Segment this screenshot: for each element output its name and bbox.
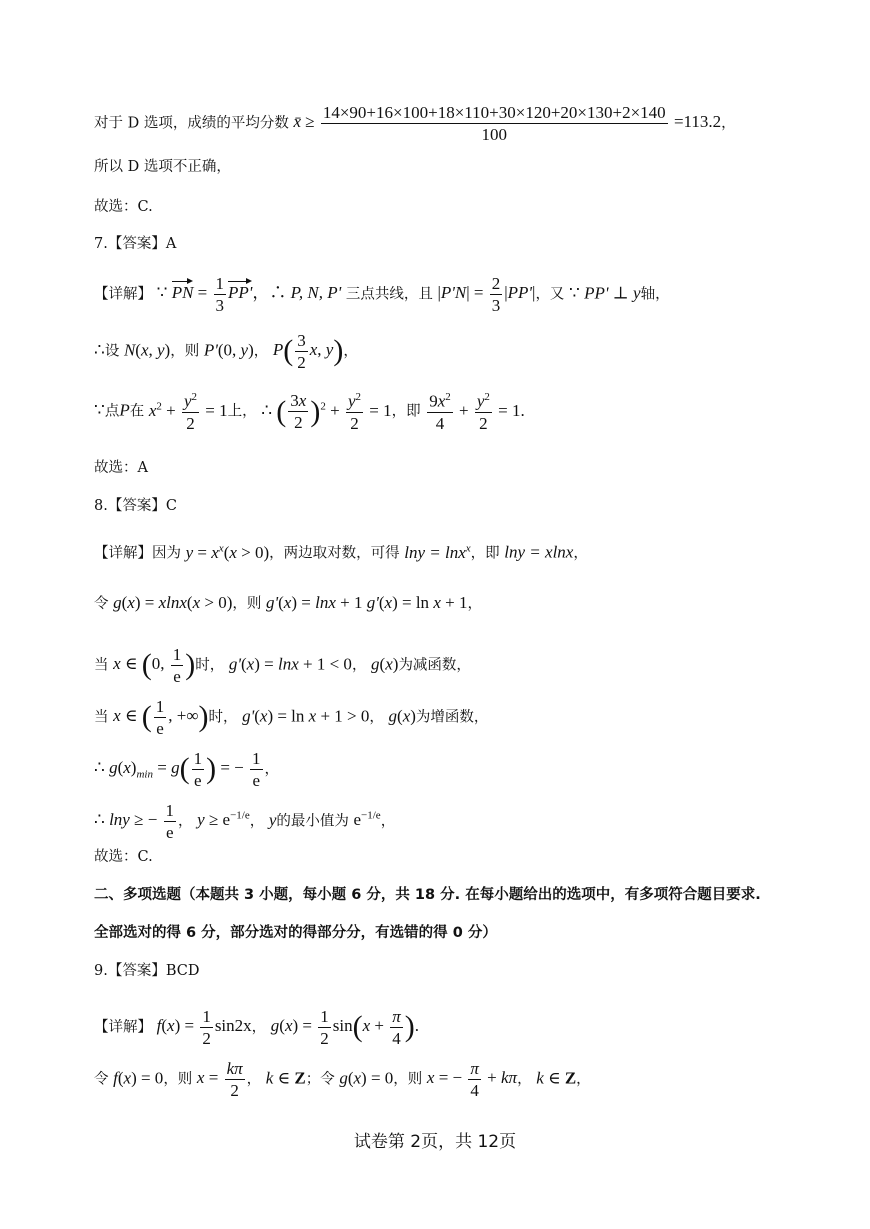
- d-option-tail: ，: [721, 115, 736, 132]
- q9-k-int-1: k ∈ Z: [265, 1068, 306, 1088]
- q7-final-eq: $\frac{9x^2}{4}$ + $\frac{y^2}{2}$ = 1.: [429, 391, 525, 433]
- q8-deriv-pos: g'(x) = ln x + 1 > 0: [242, 706, 370, 726]
- q8-lny-bound: ∴ lny ≥ − $\frac{1}{e}$: [94, 801, 175, 842]
- q8-g-1: g(x): [371, 654, 399, 674]
- q7-circle-eq: $x^2$ + $\frac{y^2}{2}$ = 1: [148, 391, 228, 433]
- q9-k-int-2: k ∈ Z: [536, 1068, 577, 1088]
- q8-choice: 故选：C.: [94, 849, 153, 865]
- q8-let: 令: [94, 596, 109, 612]
- q8-y: y: [268, 810, 277, 830]
- q8-decreasing-line: 当 x ∈ (0, $\frac{1}{e}$ )时， g'(x) = lnx + 1 < 0， g(x)为减函数，: [94, 645, 471, 686]
- q8-g-2: g(x): [388, 706, 416, 726]
- q8-let-line: 令 g(x) = xlnx(x > 0)，则 g'(x) = lnx + 1 g'(x) = ln x + 1，: [94, 593, 482, 612]
- q9-f-zero: f(x) = 0: [113, 1068, 164, 1088]
- q7-then: ，则: [170, 343, 200, 360]
- q9-let2: ；令: [305, 1071, 335, 1088]
- q9-x-sol: x = $\frac{k\pi}{2}$: [196, 1059, 243, 1100]
- q8-detail-label: 【详解】: [94, 545, 152, 562]
- q9-detail-line: 【详解】 f(x) = $\frac{1}{2}$ sin2x， g(x) = $\frac{1}{2}$ sin(x + $\frac{\pi}{4}$ ).: [94, 1007, 419, 1048]
- q8-log-eq: lny = lnx$^x$: [404, 542, 471, 562]
- q8-min-value: 的最小值为: [276, 813, 349, 830]
- choice-6: 故选：C.: [94, 199, 153, 215]
- mean-formula: x̄ ≥ $\frac{14\times 90+16\times 100+18\times 110+30\times 120+20\times 130+2\times 140}{100}$ =113.2: [293, 103, 722, 144]
- section2-line1: 二、多项选题（本题共 3 小题，每小题 6 分，共 18 分. 在每小题给出的选项中，有多项符合题目要求.: [94, 887, 761, 903]
- q8-decreasing: 为减函数，: [398, 657, 471, 674]
- q8-because: 因为: [152, 545, 181, 562]
- q8-log-both: ，两边取对数，可得: [269, 545, 400, 562]
- page-footer: 试卷第 2页，共 12页: [353, 1132, 517, 1152]
- q7-length-eq: |P'N| = $\frac{2}{3}$ |PP'|: [437, 274, 536, 315]
- q7-set: 设: [104, 343, 120, 360]
- section2-line2: 全部选对的得 6 分，部分选对的得部分分，有选错的得 0 分）: [94, 925, 497, 941]
- q7-on: 在: [129, 403, 145, 420]
- q7-detail-label: 【详解】: [94, 286, 152, 303]
- q9-header: 9.【答案】BCD: [94, 963, 200, 979]
- q8-y-bound: $y \ge e^{-1/e}$: [197, 809, 250, 830]
- q8-header: 8.【答案】C: [94, 498, 177, 514]
- q7-on-tail: 上，: [227, 403, 257, 420]
- q8-min-expr: $e^{-1/e}$: [353, 809, 381, 830]
- d-incorrect-text: 所以 D 选项不正确，: [94, 159, 231, 175]
- q7-sub-eq: ∴ ( $\frac{3x}{2}$ )$^2$ + $\frac{y^2}{2}$ = 1: [261, 391, 392, 433]
- mean-result: =113.2: [673, 112, 722, 132]
- q9-g-def: g(x) = $\frac{1}{2}$ sin(x + $\frac{\pi}{4}$ ).: [270, 1007, 419, 1048]
- q8-detail-line: 【详解】因为 $y = x^x(x > 0)$，两边取对数，可得 lny = lnx$^x$，即 lny = xlnx，: [94, 542, 588, 562]
- q7-ie: ，即: [391, 403, 421, 420]
- mean-denominator: 100: [321, 123, 668, 143]
- q7-ellipse-line: ∵点P在 $x^2$ + $\frac{y^2}{2}$ = 1上， ∴ ( $\frac{3x}{2}$ )$^2$ + $\frac{y^2}{2}$ = 1，即 $\frac{9x^2}{4}$ + $\frac{y^2}{2}$ = 1.: [94, 391, 525, 433]
- q8-ymin-line: ∴ lny ≥ − $\frac{1}{e}$ ， $y \ge e^{-1/e}$， y的最小值为 $e^{-1/e}$，: [94, 801, 396, 842]
- q7-set-line: ∴设 N(x, y)，则 P'(0, y)， P( $\frac{3}{2}$ x, y)，: [94, 331, 358, 372]
- q8-time-2: 时，: [208, 709, 238, 726]
- mean-numerator: 14×90+16×100+18×110+30×120+20×130+2×140: [322, 103, 666, 122]
- q8-interval-1: x ∈ (0, $\frac{1}{e}$ ): [113, 645, 196, 686]
- q8-g-deriv: g'(x) = lnx + 1 g'(x) = ln x + 1: [265, 593, 468, 612]
- q8-then: ，则: [232, 596, 262, 612]
- q8-func: $y = x^x(x > 0)$: [185, 542, 270, 562]
- q7-also: ，又: [535, 286, 565, 303]
- q7-collinear: 三点共线，且: [345, 286, 433, 303]
- q9-detail-label: 【详解】: [94, 1019, 152, 1036]
- q8-time-1: 时，: [195, 657, 225, 674]
- q8-min-line: ∴ $g(x)_{min} = g$( $\frac{1}{e}$ ) = − $\frac{1}{e}$ ，: [94, 749, 279, 790]
- q7-p-coords: P( $\frac{3}{2}$ x, y): [272, 331, 344, 372]
- q7-perp: ∵ PP' ⊥ y: [569, 283, 641, 303]
- q7-header: 7.【答案】A: [94, 236, 177, 252]
- q9-let: 令: [94, 1071, 109, 1088]
- q9-g-zero: g(x) = 0: [339, 1068, 394, 1088]
- q7-n-point: N(x, y): [123, 340, 171, 360]
- q7-detail-line: [94, 275, 670, 314]
- q8-deriv-neg: g'(x) = lnx + 1 < 0: [228, 654, 352, 674]
- q8-g-def: g(x) = xlnx(x > 0): [113, 593, 233, 612]
- q8-increasing-line: 当 x ∈ ( $\frac{1}{e}$ , +∞)时， g'(x) = ln x + 1 > 0， g(x)为增函数，: [94, 697, 489, 738]
- q9-zero-line: 令 f(x) = 0，则 x = $\frac{k\pi}{2}$ ， k ∈ Z；令 g(x) = 0，则 x = − $\frac{\pi}{4}$ + kπ， k ∈ Z，: [94, 1059, 591, 1100]
- q8-g-min: ∴ $g(x)_{min} = g$( $\frac{1}{e}$ ) = − $\frac{1}{e}$: [94, 749, 261, 790]
- q8-when-2: 当: [94, 709, 109, 726]
- q7-point-label: 点: [104, 403, 120, 420]
- q8-interval-2: x ∈ ( $\frac{1}{e}$ , +∞): [113, 697, 209, 738]
- q8-when-1: 当: [94, 657, 109, 674]
- q9-then: ，则: [163, 1071, 193, 1088]
- q7-p-prime: P'(0, y): [203, 340, 254, 360]
- q7-choice: 故选：A: [94, 460, 148, 476]
- q8-log-eq2: lny = xlnx: [504, 542, 574, 562]
- d-option-prefix: 对于 D 选项，成绩的平均分数: [94, 115, 289, 132]
- q7-vector-eq: ∵ PN = $\frac{1}{3}$ PP'，∴ P, N, P': [156, 274, 342, 315]
- q8-ie: ，即: [470, 545, 500, 562]
- q9-f-def: f(x) = $\frac{1}{2}$ sin2x: [156, 1007, 252, 1048]
- q9-then2: ，则: [393, 1071, 423, 1088]
- q7-axis: 轴，: [640, 286, 670, 303]
- q8-increasing: 为增函数，: [415, 709, 489, 726]
- q9-x-sol-2: x = − $\frac{\pi}{4}$ + kπ: [426, 1059, 518, 1100]
- d-option-line: [94, 104, 736, 143]
